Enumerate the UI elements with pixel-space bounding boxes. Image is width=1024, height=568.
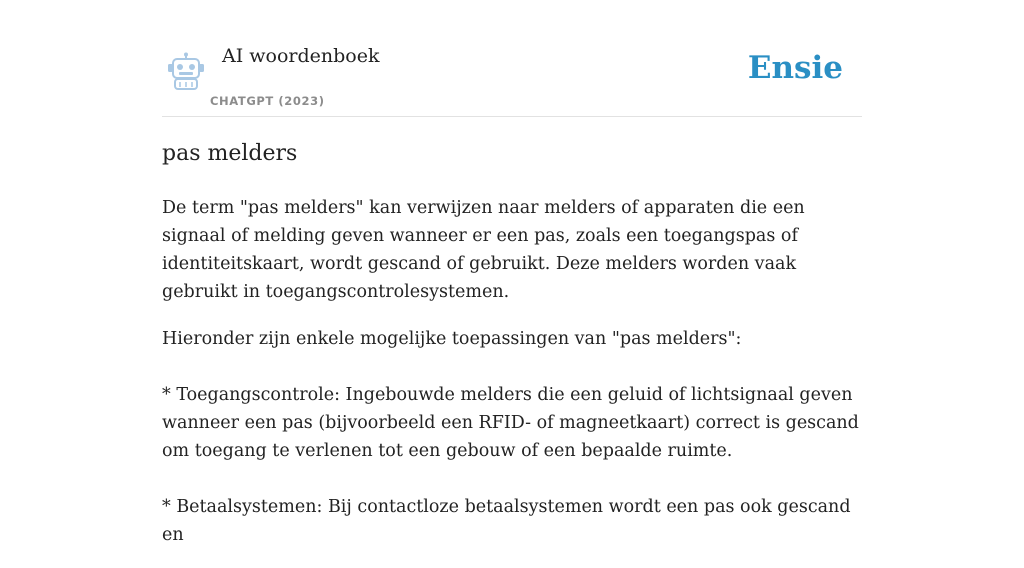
source-title[interactable]: AI woordenboek (222, 45, 380, 67)
definition-paragraph: * Toegangscontrole: Ingebouwde melders die een geluid of lichtsignaal geven wanneer een pas (bijvoorbeeld een RFID- of magneetkaart) correct is gescand om toegang te verlenen tot een gebouw of een bepaalde ruimte. (162, 385, 859, 461)
entry-content (162, 138, 862, 568)
definition-paragraph: * Betaalsystemen: Bij contactloze betaalsystemen wordt een pas ook gescand en (162, 497, 851, 545)
definition-paragraph: Hieronder zijn enkele mogelijke toepassingen van "pas melders": (162, 329, 742, 349)
header (162, 0, 862, 117)
robot-icon (166, 52, 206, 90)
definition-paragraph: De term "pas melders" kan verwijzen naar melders of apparaten die een signaal of melding geven wanneer er een pas, zoals een toegangspas of identiteitskaart, wordt gescand of gebruikt. Deze melders worden vaak gebruikt in toegangscontrolesystemen. (162, 198, 805, 302)
page-title: pas melders (162, 141, 298, 166)
brand-logo[interactable]: Ensie (747, 50, 843, 86)
source-subtitle: CHATGPT (2023) (210, 94, 325, 108)
